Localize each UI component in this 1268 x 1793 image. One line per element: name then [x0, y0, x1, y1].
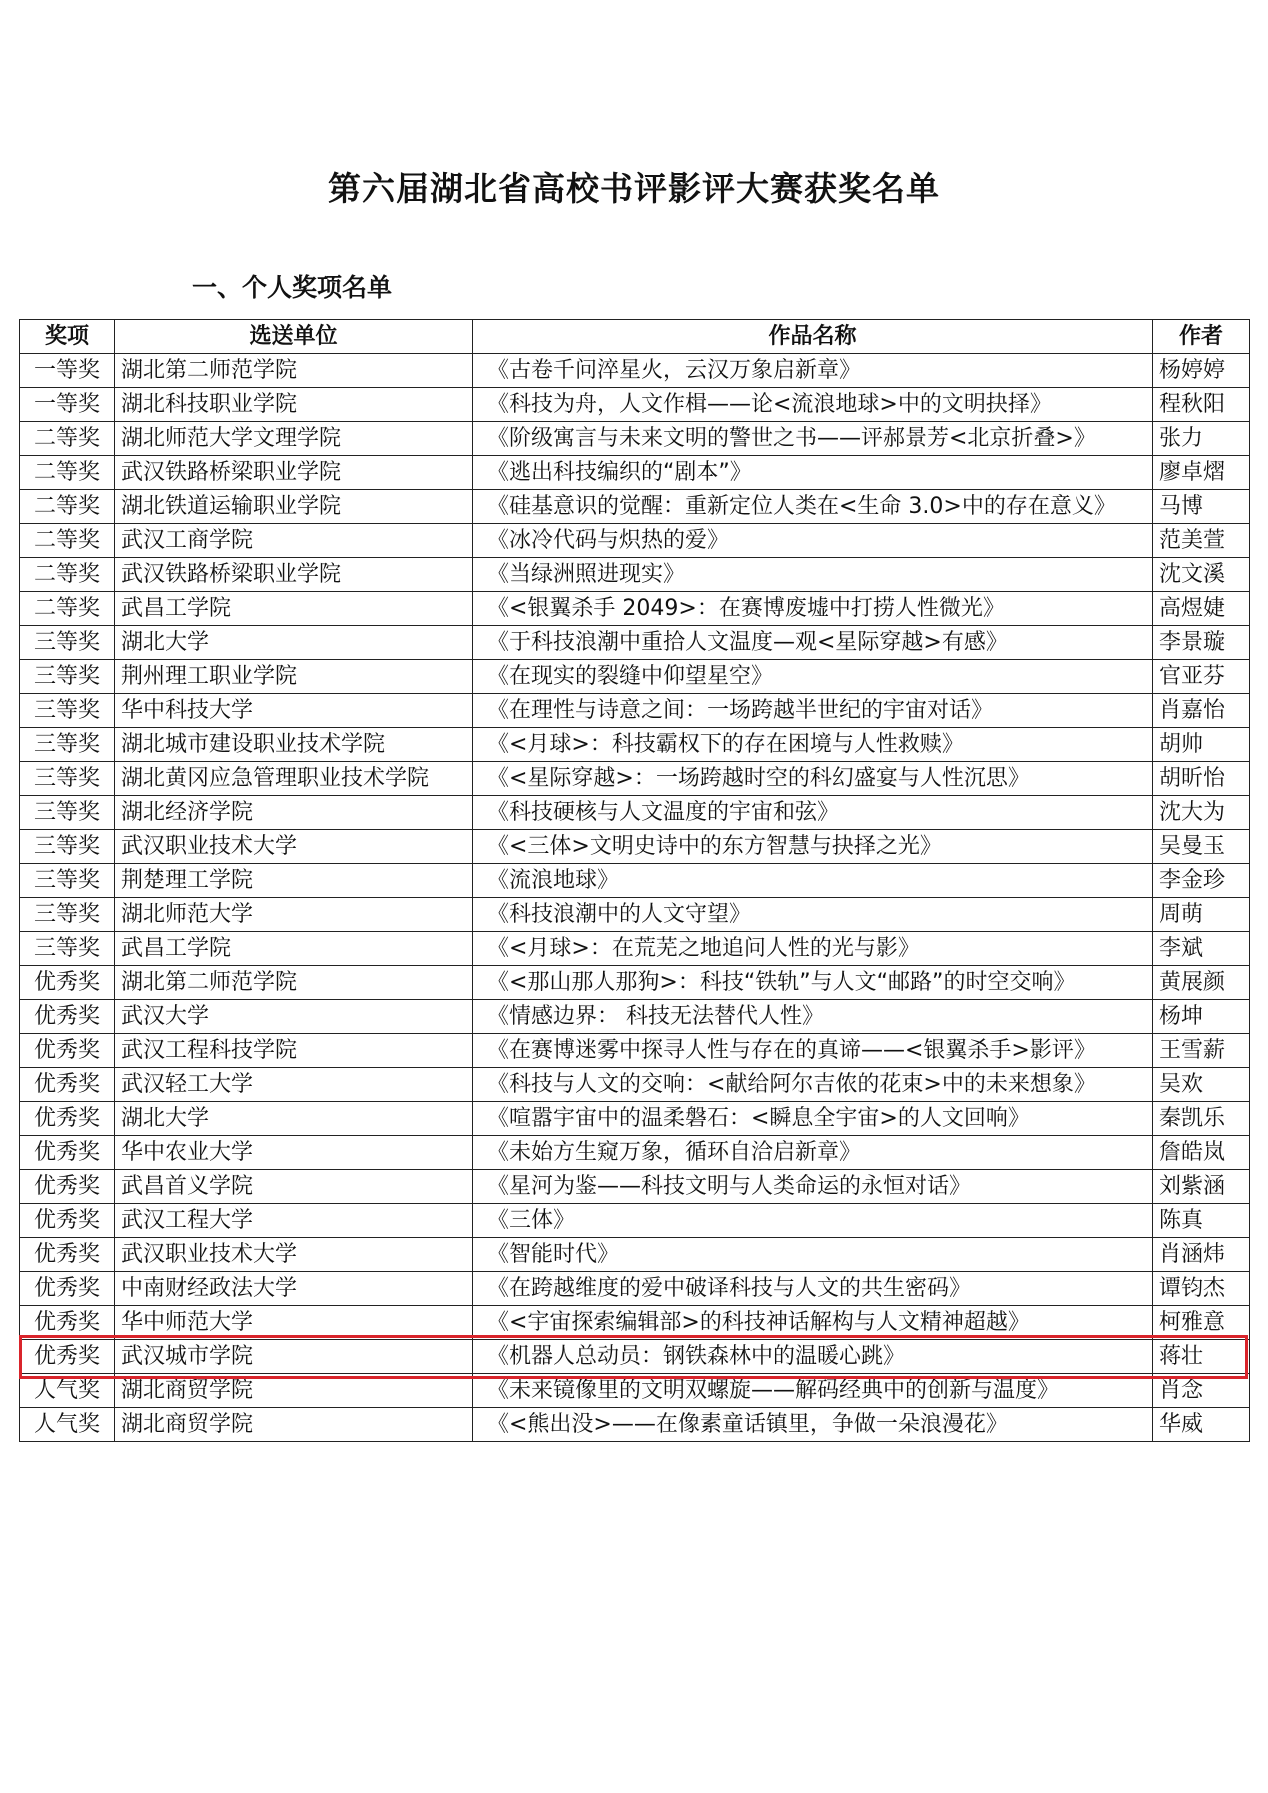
- work-title-cell: 《喧嚣宇宙中的温柔磐石：<瞬息全宇宙>的人文回响》: [473, 1102, 1153, 1136]
- author-cell: 柯雅意: [1153, 1306, 1250, 1340]
- table-row: [20, 1068, 1250, 1102]
- author-cell: 李金珍: [1153, 864, 1250, 898]
- author-cell: 胡帅: [1153, 728, 1250, 762]
- work-title-cell: 《于科技浪潮中重拾人文温度—观<星际穿越>有感》: [473, 626, 1153, 660]
- table-row: [20, 966, 1250, 1000]
- work-title-cell: 《<月球>：在荒芜之地追问人性的光与影》: [473, 932, 1153, 966]
- table-row: [20, 1306, 1250, 1340]
- award-cell: 优秀奖: [20, 1102, 115, 1136]
- unit-cell: 湖北商贸学院: [115, 1408, 473, 1442]
- award-cell: 三等奖: [20, 864, 115, 898]
- table-row: [20, 422, 1250, 456]
- table-row: [20, 1238, 1250, 1272]
- unit-cell: 荆州理工职业学院: [115, 660, 473, 694]
- author-cell: 肖嘉怡: [1153, 694, 1250, 728]
- award-cell: 优秀奖: [20, 1204, 115, 1238]
- table-row: [20, 898, 1250, 932]
- header-unit: 选送单位: [115, 320, 473, 354]
- award-cell: 一等奖: [20, 354, 115, 388]
- award-cell: 三等奖: [20, 796, 115, 830]
- author-cell: 沈文溪: [1153, 558, 1250, 592]
- award-cell: 优秀奖: [20, 1238, 115, 1272]
- unit-cell: 华中师范大学: [115, 1306, 473, 1340]
- work-title-cell: 《<银翼杀手 2049>：在赛博废墟中打捞人性微光》: [473, 592, 1153, 626]
- unit-cell: 武昌首义学院: [115, 1170, 473, 1204]
- work-title-cell: 《在跨越维度的爱中破译科技与人文的共生密码》: [473, 1272, 1153, 1306]
- table-row: [20, 1204, 1250, 1238]
- work-title-cell: 《三体》: [473, 1204, 1153, 1238]
- author-cell: 吴曼玉: [1153, 830, 1250, 864]
- unit-cell: 华中科技大学: [115, 694, 473, 728]
- author-cell: 秦凯乐: [1153, 1102, 1250, 1136]
- unit-cell: 武汉大学: [115, 1000, 473, 1034]
- table-row: [20, 660, 1250, 694]
- unit-cell: 荆楚理工学院: [115, 864, 473, 898]
- author-cell: 李斌: [1153, 932, 1250, 966]
- table-row: [20, 1340, 1250, 1374]
- award-cell: 三等奖: [20, 932, 115, 966]
- table-row: [20, 1170, 1250, 1204]
- work-title-cell: 《未始方生窥万象，循环自洽启新章》: [473, 1136, 1153, 1170]
- author-cell: 黄展颜: [1153, 966, 1250, 1000]
- award-cell: 优秀奖: [20, 1272, 115, 1306]
- author-cell: 王雪薪: [1153, 1034, 1250, 1068]
- unit-cell: 湖北大学: [115, 1102, 473, 1136]
- author-cell: 杨婷婷: [1153, 354, 1250, 388]
- work-title-cell: 《阶级寓言与未来文明的警世之书——评郝景芳<北京折叠>》: [473, 422, 1153, 456]
- work-title-cell: 《<宇宙探索编辑部>的科技神话解构与人文精神超越》: [473, 1306, 1153, 1340]
- table-row: [20, 1408, 1250, 1442]
- award-cell: 三等奖: [20, 728, 115, 762]
- unit-cell: 武昌工学院: [115, 932, 473, 966]
- author-cell: 刘紫涵: [1153, 1170, 1250, 1204]
- unit-cell: 武汉工程大学: [115, 1204, 473, 1238]
- table-row: [20, 354, 1250, 388]
- unit-cell: 武汉职业技术大学: [115, 830, 473, 864]
- unit-cell: 湖北大学: [115, 626, 473, 660]
- unit-cell: 湖北黄冈应急管理职业技术学院: [115, 762, 473, 796]
- table-row: [20, 796, 1250, 830]
- award-cell: 优秀奖: [20, 1136, 115, 1170]
- award-cell: 二等奖: [20, 490, 115, 524]
- author-cell: 程秋阳: [1153, 388, 1250, 422]
- table-header-row: [20, 320, 1250, 354]
- author-cell: 廖卓熠: [1153, 456, 1250, 490]
- table-row: [20, 694, 1250, 728]
- award-cell: 人气奖: [20, 1374, 115, 1408]
- author-cell: 陈真: [1153, 1204, 1250, 1238]
- unit-cell: 武汉工程科技学院: [115, 1034, 473, 1068]
- table-row: [20, 1034, 1250, 1068]
- section-heading: 一、个人奖项名单: [192, 273, 393, 302]
- author-cell: 谭钧杰: [1153, 1272, 1250, 1306]
- table-row: [20, 1000, 1250, 1034]
- work-title-cell: 《硅基意识的觉醒：重新定位人类在<生命 3.0>中的存在意义》: [473, 490, 1153, 524]
- unit-cell: 湖北城市建设职业技术学院: [115, 728, 473, 762]
- table-row: [20, 388, 1250, 422]
- header-work: 作品名称: [473, 320, 1153, 354]
- work-title-cell: 《<星际穿越>：一场跨越时空的科幻盛宴与人性沉思》: [473, 762, 1153, 796]
- award-cell: 优秀奖: [20, 1034, 115, 1068]
- table-row: [20, 592, 1250, 626]
- author-cell: 张力: [1153, 422, 1250, 456]
- author-cell: 官亚芬: [1153, 660, 1250, 694]
- work-title-cell: 《在现实的裂缝中仰望星空》: [473, 660, 1153, 694]
- award-cell: 人气奖: [20, 1408, 115, 1442]
- table-row: [20, 830, 1250, 864]
- unit-cell: 武汉城市学院: [115, 1340, 473, 1374]
- table-row: [20, 558, 1250, 592]
- work-title-cell: 《当绿洲照进现实》: [473, 558, 1153, 592]
- table-row: [20, 1102, 1250, 1136]
- award-cell: 三等奖: [20, 694, 115, 728]
- work-title-cell: 《科技为舟，人文作楫——论<流浪地球>中的文明抉择》: [473, 388, 1153, 422]
- unit-cell: 中南财经政法大学: [115, 1272, 473, 1306]
- header-award: 奖项: [20, 320, 115, 354]
- work-title-cell: 《情感边界： 科技无法替代人性》: [473, 1000, 1153, 1034]
- unit-cell: 华中农业大学: [115, 1136, 473, 1170]
- award-cell: 一等奖: [20, 388, 115, 422]
- unit-cell: 湖北师范大学: [115, 898, 473, 932]
- work-title-cell: 《<熊出没>——在像素童话镇里，争做一朵浪漫花》: [473, 1408, 1153, 1442]
- author-cell: 詹皓岚: [1153, 1136, 1250, 1170]
- work-title-cell: 《星河为鉴——科技文明与人类命运的永恒对话》: [473, 1170, 1153, 1204]
- work-title-cell: 《<三体>文明史诗中的东方智慧与抉择之光》: [473, 830, 1153, 864]
- award-cell: 三等奖: [20, 626, 115, 660]
- author-cell: 肖念: [1153, 1374, 1250, 1408]
- table-row: [20, 1374, 1250, 1408]
- author-cell: 胡昕怡: [1153, 762, 1250, 796]
- unit-cell: 武汉铁路桥梁职业学院: [115, 558, 473, 592]
- unit-cell: 武汉铁路桥梁职业学院: [115, 456, 473, 490]
- work-title-cell: 《在赛博迷雾中探寻人性与存在的真谛——<银翼杀手>影评》: [473, 1034, 1153, 1068]
- unit-cell: 武汉工商学院: [115, 524, 473, 558]
- unit-cell: 湖北师范大学文理学院: [115, 422, 473, 456]
- table-row: [20, 864, 1250, 898]
- award-cell: 二等奖: [20, 558, 115, 592]
- table-row: [20, 1272, 1250, 1306]
- author-cell: 范美萱: [1153, 524, 1250, 558]
- work-title-cell: 《科技硬核与人文温度的宇宙和弦》: [473, 796, 1153, 830]
- award-cell: 优秀奖: [20, 966, 115, 1000]
- author-cell: 蒋壮: [1153, 1340, 1250, 1374]
- work-title-cell: 《古卷千问淬星火，云汉万象启新章》: [473, 354, 1153, 388]
- unit-cell: 湖北商贸学院: [115, 1374, 473, 1408]
- work-title-cell: 《智能时代》: [473, 1238, 1153, 1272]
- table-row: [20, 626, 1250, 660]
- unit-cell: 武汉轻工大学: [115, 1068, 473, 1102]
- author-cell: 高煜婕: [1153, 592, 1250, 626]
- unit-cell: 湖北经济学院: [115, 796, 473, 830]
- table-row: [20, 490, 1250, 524]
- author-cell: 杨坤: [1153, 1000, 1250, 1034]
- award-cell: 二等奖: [20, 422, 115, 456]
- author-cell: 周萌: [1153, 898, 1250, 932]
- table-row: [20, 456, 1250, 490]
- unit-cell: 武昌工学院: [115, 592, 473, 626]
- document-title: 第六届湖北省高校书评影评大赛获奖名单: [328, 169, 940, 208]
- award-list-table: [19, 319, 1250, 1442]
- table-row: [20, 1136, 1250, 1170]
- award-cell: 三等奖: [20, 762, 115, 796]
- author-cell: 华威: [1153, 1408, 1250, 1442]
- award-cell: 优秀奖: [20, 1306, 115, 1340]
- table-row: [20, 932, 1250, 966]
- header-author: 作者: [1153, 320, 1250, 354]
- work-title-cell: 《冰冷代码与炽热的爱》: [473, 524, 1153, 558]
- award-cell: 三等奖: [20, 660, 115, 694]
- award-cell: 二等奖: [20, 592, 115, 626]
- work-title-cell: 《逃出科技编织的“剧本”》: [473, 456, 1153, 490]
- table-row: [20, 728, 1250, 762]
- award-cell: 三等奖: [20, 830, 115, 864]
- award-cell: 二等奖: [20, 524, 115, 558]
- author-cell: 马博: [1153, 490, 1250, 524]
- unit-cell: 湖北铁道运输职业学院: [115, 490, 473, 524]
- work-title-cell: 《流浪地球》: [473, 864, 1153, 898]
- unit-cell: 湖北第二师范学院: [115, 966, 473, 1000]
- award-cell: 优秀奖: [20, 1340, 115, 1374]
- award-cell: 优秀奖: [20, 1000, 115, 1034]
- table-row: [20, 762, 1250, 796]
- author-cell: 吴欢: [1153, 1068, 1250, 1102]
- work-title-cell: 《机器人总动员：钢铁森林中的温暖心跳》: [473, 1340, 1153, 1374]
- award-cell: 优秀奖: [20, 1170, 115, 1204]
- author-cell: 李景璇: [1153, 626, 1250, 660]
- work-title-cell: 《在理性与诗意之间：一场跨越半世纪的宇宙对话》: [473, 694, 1153, 728]
- author-cell: 肖涵炜: [1153, 1238, 1250, 1272]
- award-cell: 优秀奖: [20, 1068, 115, 1102]
- unit-cell: 湖北科技职业学院: [115, 388, 473, 422]
- table-body: [20, 354, 1250, 1442]
- work-title-cell: 《科技浪潮中的人文守望》: [473, 898, 1153, 932]
- work-title-cell: 《科技与人文的交响：<献给阿尔吉侬的花束>中的未来想象》: [473, 1068, 1153, 1102]
- award-cell: 三等奖: [20, 898, 115, 932]
- work-title-cell: 《<那山那人那狗>：科技“铁轨”与人文“邮路”的时空交响》: [473, 966, 1153, 1000]
- work-title-cell: 《未来镜像里的文明双螺旋——解码经典中的创新与温度》: [473, 1374, 1153, 1408]
- award-cell: 二等奖: [20, 456, 115, 490]
- work-title-cell: 《<月球>：科技霸权下的存在困境与人性救赎》: [473, 728, 1153, 762]
- unit-cell: 湖北第二师范学院: [115, 354, 473, 388]
- unit-cell: 武汉职业技术大学: [115, 1238, 473, 1272]
- author-cell: 沈大为: [1153, 796, 1250, 830]
- table-row: [20, 524, 1250, 558]
